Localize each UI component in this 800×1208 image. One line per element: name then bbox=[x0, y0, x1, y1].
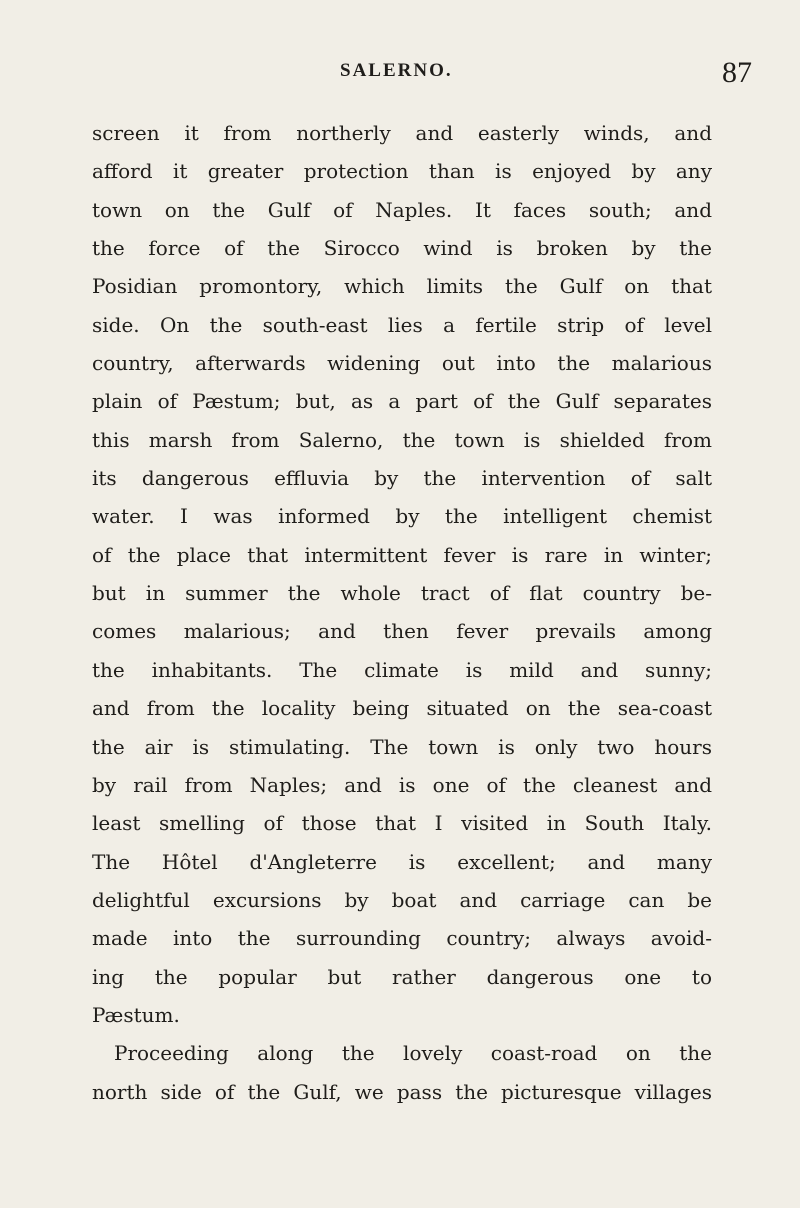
running-title: SALERNO. bbox=[340, 60, 453, 81]
text-line: but in summer the whole tract of flat country be- bbox=[92, 581, 712, 606]
text-line: town on the Gulf of Naples. It faces south; and bbox=[92, 197, 712, 222]
text-line: by rail from Naples; and is one of the cleanest and bbox=[92, 772, 712, 797]
text-line: the force of the Sirocco wind is broken by the bbox=[92, 236, 712, 261]
text-line: north side of the Gulf, we pass the picturesque villages bbox=[92, 1079, 712, 1104]
text-line: and from the locality being situated on the sea-coast bbox=[92, 696, 712, 721]
text-line: the inhabitants. The climate is mild and sunny; bbox=[92, 657, 712, 682]
text-line: The Hôtel d'Angleterre is excellent; and many bbox=[92, 849, 712, 874]
paragraph-end-line: Pæstum. bbox=[92, 1002, 180, 1027]
text-line: ing the popular but rather dangerous one to bbox=[92, 964, 712, 989]
text-line: plain of Pæstum; but, as a part of the Gulf separates bbox=[92, 389, 712, 414]
paragraph-start-line: Proceeding along the lovely coast-road on the bbox=[114, 1041, 712, 1066]
text-line: its dangerous effluvia by the intervention of salt bbox=[92, 466, 712, 491]
text-line: side. On the south-east lies a fertile strip of level bbox=[92, 312, 712, 337]
text-line: screen it from northerly and easterly winds, and bbox=[92, 121, 712, 145]
text-line: country, afterwards widening out into the malarious bbox=[92, 351, 712, 376]
text-line: this marsh from Salerno, the town is shielded from bbox=[92, 427, 712, 452]
text-line: delightful excursions by boat and carriage can be bbox=[92, 887, 712, 912]
body-text bbox=[92, 114, 712, 1111]
text-line: of the place that intermittent fever is rare in winter; bbox=[92, 542, 712, 567]
page-number: 87 bbox=[722, 56, 752, 89]
text-line: least smelling of those that I visited in South Italy. bbox=[92, 811, 712, 836]
text-line: made into the surrounding country; always avoid- bbox=[92, 926, 712, 951]
text-line: comes malarious; and then fever prevails among bbox=[92, 619, 712, 644]
text-line: Posidian promontory, which limits the Gulf on that bbox=[92, 274, 712, 299]
text-line: the air is stimulating. The town is only two hours bbox=[92, 734, 712, 759]
text-line: afford it greater protection than is enjoyed by any bbox=[92, 159, 712, 184]
text-line: water. I was informed by the intelligent chemist bbox=[92, 504, 712, 529]
